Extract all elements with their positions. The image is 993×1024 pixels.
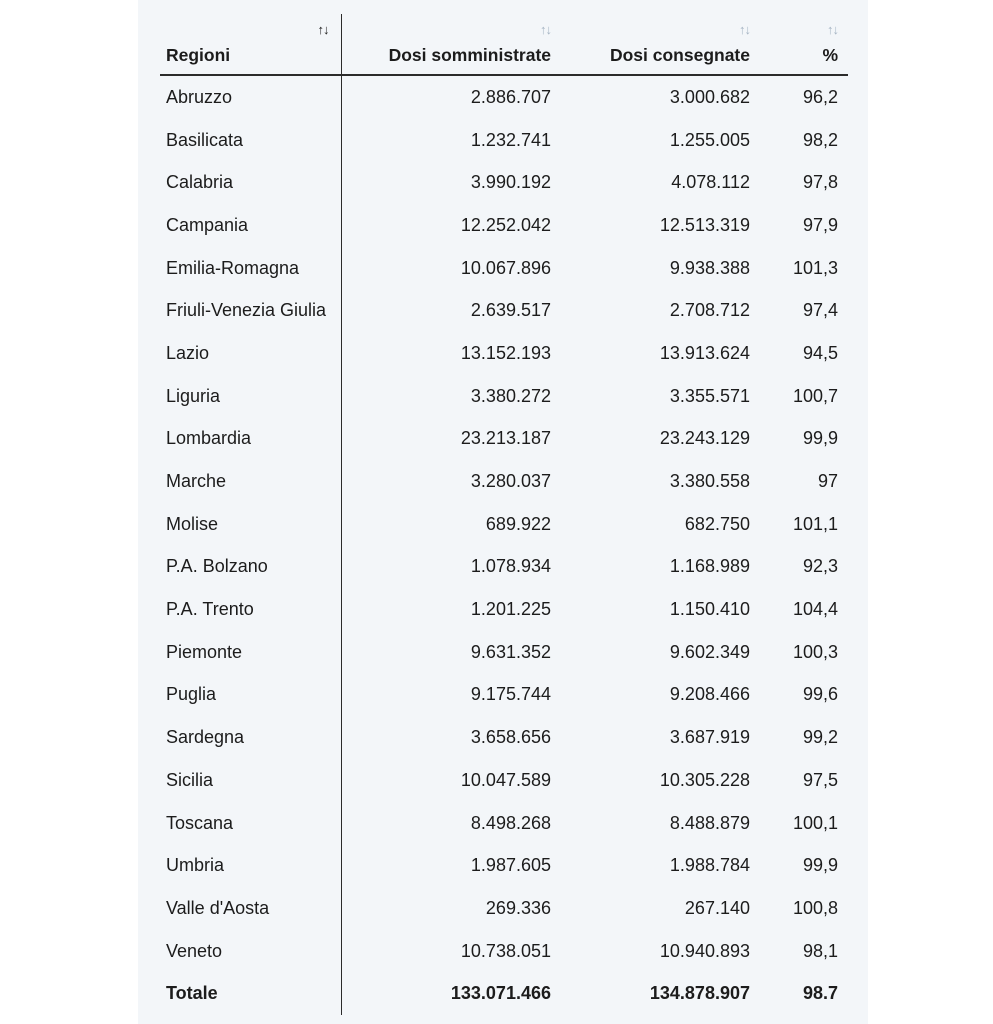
total-percent: 98.7: [802, 983, 838, 1004]
cell-administered: 3.658.656: [470, 727, 551, 748]
cell-administered: 23.213.187: [460, 428, 551, 449]
cell-delivered: 10.940.893: [659, 940, 750, 961]
column-header-administered[interactable]: [341, 14, 561, 75]
cell-administered: 689.922: [485, 513, 551, 534]
cell-percent: 101,1: [792, 513, 838, 534]
cell-percent: 100,3: [792, 641, 838, 662]
cell-administered: 13.152.193: [460, 342, 551, 363]
sort-icon[interactable]: ↑↓: [540, 22, 551, 37]
cell-administered: 10.047.589: [460, 769, 551, 790]
cell-administered: 1.201.225: [470, 599, 551, 620]
table-row: [160, 503, 848, 546]
cell-delivered: 682.750: [684, 513, 750, 534]
cell-region: P.A. Bolzano: [160, 546, 341, 589]
table-row: [160, 844, 848, 887]
cell-percent: 99,9: [802, 428, 838, 449]
cell-administered: 2.639.517: [470, 300, 551, 321]
table-row: [160, 930, 848, 973]
cell-percent: 98,1: [802, 940, 838, 961]
cell-region: Sicilia: [160, 759, 341, 802]
cell-delivered: 1.988.784: [669, 855, 750, 876]
cell-percent: 97: [817, 471, 838, 492]
cell-delivered: 3.355.571: [669, 385, 750, 406]
table-row: [160, 460, 848, 503]
cell-administered: 10.738.051: [460, 940, 551, 961]
cell-delivered: 1.150.410: [669, 599, 750, 620]
table-row: [160, 332, 848, 375]
cell-region: Molise: [160, 503, 341, 546]
table-row: [160, 588, 848, 631]
cell-delivered: 8.488.879: [669, 812, 750, 833]
cell-region: Puglia: [160, 674, 341, 717]
cell-administered: 10.067.896: [460, 257, 551, 278]
cell-administered: 12.252.042: [460, 214, 551, 235]
cell-region: Piemonte: [160, 631, 341, 674]
cell-region: Emilia-Romagna: [160, 247, 341, 290]
cell-region: Friuli-Venezia Giulia: [160, 289, 341, 332]
table-row: [160, 887, 848, 930]
cell-delivered: 267.140: [684, 897, 750, 918]
table-row: [160, 247, 848, 290]
sort-icon[interactable]: ↑↓: [827, 22, 838, 37]
cell-delivered: 2.708.712: [669, 300, 750, 321]
cell-region: Toscana: [160, 802, 341, 845]
cell-percent: 94,5: [802, 342, 838, 363]
cell-administered: 1.987.605: [470, 855, 551, 876]
cell-region: Veneto: [160, 930, 341, 973]
column-header-label: Dosi consegnate: [609, 45, 750, 65]
cell-region: Valle d'Aosta: [160, 887, 341, 930]
total-administered: 133.071.466: [450, 983, 551, 1004]
cell-administered: 9.631.352: [470, 641, 551, 662]
cell-administered: 3.380.272: [470, 385, 551, 406]
table-row: [160, 75, 848, 119]
cell-delivered: 3.687.919: [669, 727, 750, 748]
cell-region: Marche: [160, 460, 341, 503]
cell-delivered: 1.168.989: [669, 556, 750, 577]
vaccine-doses-table: [160, 14, 848, 1015]
header-row: [160, 14, 848, 75]
cell-administered: 1.232.741: [470, 129, 551, 150]
cell-administered: 3.280.037: [470, 471, 551, 492]
total-label: Totale: [160, 972, 341, 1015]
cell-percent: 100,7: [792, 385, 838, 406]
cell-percent: 100,1: [792, 812, 838, 833]
table-row: [160, 119, 848, 162]
cell-region: Campania: [160, 204, 341, 247]
cell-delivered: 1.255.005: [669, 129, 750, 150]
cell-region: P.A. Trento: [160, 588, 341, 631]
cell-percent: 98,2: [802, 129, 838, 150]
cell-percent: 92,3: [802, 556, 838, 577]
column-header-label: Regioni: [166, 45, 231, 65]
cell-administered: 8.498.268: [470, 812, 551, 833]
table-row: [160, 161, 848, 204]
cell-percent: 97,5: [802, 769, 838, 790]
total-delivered: 134.878.907: [649, 983, 750, 1004]
table-row: [160, 418, 848, 461]
table-row: [160, 759, 848, 802]
sort-icon[interactable]: ↑↓: [739, 22, 750, 37]
cell-region: Calabria: [160, 161, 341, 204]
cell-administered: 2.886.707: [470, 86, 551, 107]
cell-percent: 99,2: [802, 727, 838, 748]
cell-administered: 9.175.744: [470, 684, 551, 705]
cell-delivered: 4.078.112: [671, 172, 750, 193]
cell-region: Sardegna: [160, 716, 341, 759]
cell-delivered: 9.938.388: [669, 257, 750, 278]
cell-percent: 99,6: [802, 684, 838, 705]
cell-administered: 3.990.192: [470, 172, 551, 193]
column-header-label: Dosi somministrate: [388, 45, 551, 65]
cell-administered: 1.078.934: [470, 556, 551, 577]
cell-region: Lombardia: [160, 418, 341, 461]
cell-delivered: 3.000.682: [669, 86, 750, 107]
table-row: [160, 546, 848, 589]
cell-administered: 269.336: [485, 897, 551, 918]
table-body: [160, 75, 848, 1015]
column-header-label: %: [822, 45, 838, 65]
cell-region: Liguria: [160, 375, 341, 418]
cell-percent: 104,4: [792, 599, 838, 620]
cell-delivered: 3.380.558: [669, 471, 750, 492]
table-row: [160, 289, 848, 332]
column-header-delivered[interactable]: [561, 14, 760, 75]
total-row: [160, 972, 848, 1015]
cell-delivered: 10.305.228: [659, 769, 750, 790]
cell-delivered: 9.208.466: [669, 684, 750, 705]
column-header-percent[interactable]: [760, 14, 848, 75]
cell-region: Umbria: [160, 844, 341, 887]
cell-region: Basilicata: [160, 119, 341, 162]
table-row: [160, 802, 848, 845]
table-row: [160, 204, 848, 247]
cell-percent: 101,3: [792, 257, 838, 278]
cell-percent: 97,8: [802, 172, 838, 193]
cell-percent: 96,2: [802, 86, 838, 107]
sort-icon[interactable]: ↑↓: [317, 22, 329, 37]
cell-percent: 100,8: [792, 897, 838, 918]
table-panel: [138, 0, 868, 1024]
cell-delivered: 12.513.319: [659, 214, 750, 235]
cell-region: Abruzzo: [160, 75, 341, 119]
table-row: [160, 674, 848, 717]
cell-delivered: 9.602.349: [669, 641, 750, 662]
cell-percent: 97,4: [802, 300, 838, 321]
cell-delivered: 23.243.129: [659, 428, 750, 449]
table-row: [160, 631, 848, 674]
cell-delivered: 13.913.624: [659, 342, 750, 363]
table-row: [160, 716, 848, 759]
cell-region: Lazio: [160, 332, 341, 375]
column-header-region[interactable]: [160, 14, 341, 75]
cell-percent: 99,9: [802, 855, 838, 876]
table-row: [160, 375, 848, 418]
cell-percent: 97,9: [802, 214, 838, 235]
